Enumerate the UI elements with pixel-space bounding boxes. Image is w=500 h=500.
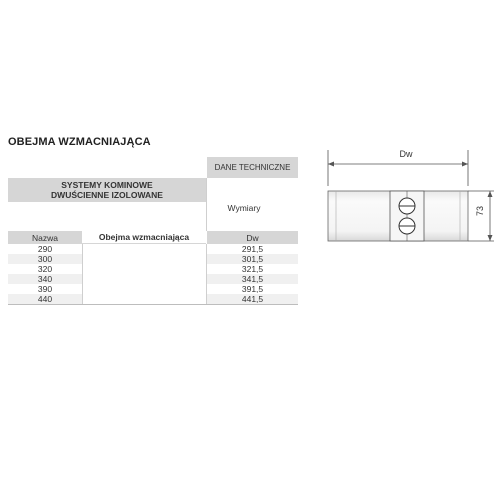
- row-name: 340: [8, 274, 82, 284]
- table-row: [8, 274, 298, 284]
- page-title: OBEJMA WZMACNIAJĄCA: [8, 136, 151, 148]
- table-header-row: [8, 157, 298, 178]
- row-dw: 321,5: [206, 264, 298, 274]
- table-row: [8, 254, 298, 264]
- col-header-name: Nazwa: [8, 231, 82, 244]
- height-dimension-label: 73: [475, 206, 485, 217]
- table-row: [8, 244, 298, 254]
- row-dw: 291,5: [206, 244, 298, 254]
- row-dw: 441,5: [206, 294, 298, 304]
- row-name: 300: [8, 254, 82, 264]
- row-name: 440: [8, 294, 82, 304]
- tech-data-header: DANE TECHNICZNE: [206, 157, 298, 178]
- technical-drawing: [318, 146, 498, 256]
- table-row: [8, 294, 298, 305]
- row-name: 390: [37, 284, 53, 294]
- row-name: 290: [37, 244, 53, 254]
- table-row: [8, 264, 298, 274]
- system-label-line2: DWUŚCIENNE IZOLOWANE: [51, 190, 163, 200]
- row-dw: 301,5: [206, 254, 298, 264]
- dimensions-label: Wymiary: [227, 202, 261, 213]
- col-header-product: Obejma wzmacniająca: [82, 231, 206, 244]
- row-dw: 391,5: [206, 284, 298, 294]
- table-row: [8, 284, 298, 294]
- clamp-drawing: [318, 146, 498, 256]
- row-dw: 341,5: [206, 274, 298, 284]
- col-header-dw: Dw: [206, 231, 298, 244]
- system-label-line1: SYSTEMY KOMINOWE: [61, 180, 153, 190]
- row-name: 320: [37, 264, 53, 274]
- system-label: [8, 178, 206, 202]
- width-dimension-label: Dw: [399, 149, 413, 159]
